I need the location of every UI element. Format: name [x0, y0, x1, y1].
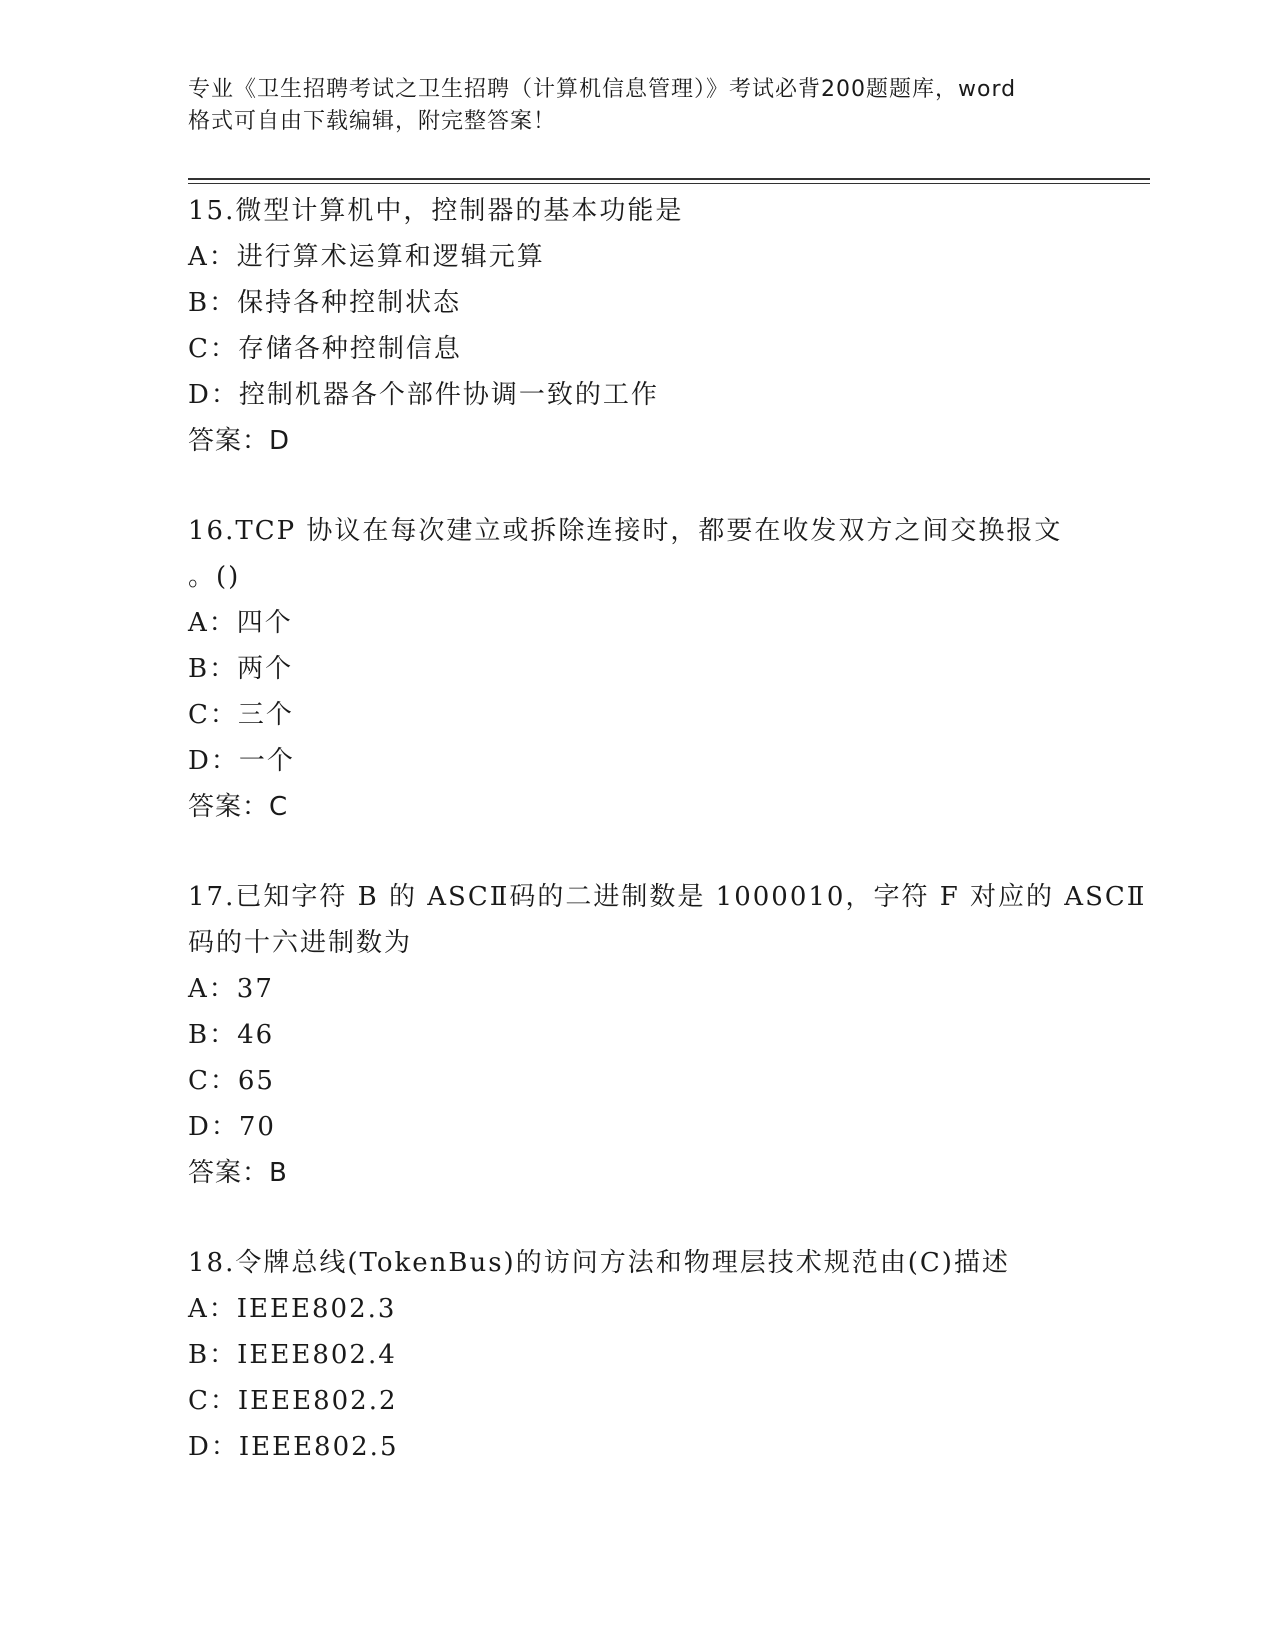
document-header [188, 74, 1088, 138]
question-number: 18. [188, 1248, 236, 1278]
option-c: C：IEEE802.2 [188, 1386, 398, 1416]
question-18 [188, 1240, 1088, 1470]
option-c: C：三个 [188, 700, 294, 730]
option-a: A：IEEE802.3 [188, 1294, 397, 1324]
option-a: A：37 [188, 974, 274, 1004]
option-d: D：控制机器各个部件协调一致的工作 [188, 380, 659, 410]
option-d: D：70 [188, 1112, 276, 1142]
question-text [188, 1240, 1088, 1286]
option-b: B：两个 [188, 654, 294, 684]
question-17 [188, 874, 1147, 1196]
question-text-line-1: TCP 协议在每次建立或拆除连接时，都要在收发双方之间交换报文 [235, 516, 1063, 546]
option-b: B：46 [188, 1020, 275, 1050]
question-number: 16. [188, 516, 236, 546]
option-d: D：一个 [188, 746, 295, 776]
option-c: C：存储各种控制信息 [188, 334, 462, 364]
option-d: D：IEEE802.5 [188, 1432, 399, 1462]
header-line-1: 专业《卫生招聘考试之卫生招聘（计算机信息管理）》考试必背200题题库，word [188, 77, 1017, 102]
option-a: A：四个 [188, 608, 293, 638]
answer: 答案：C [188, 792, 289, 822]
question-number: 17. [188, 882, 236, 912]
question-list [188, 188, 1147, 1514]
answer: 答案：B [188, 1158, 288, 1188]
question-text [188, 508, 1088, 554]
question-text-line-1: 微型计算机中，控制器的基本功能是 [235, 196, 684, 226]
question-text-line-1: 令牌总线(TokenBus)的访问方法和物理层技术规范由(C)描述 [235, 1248, 1010, 1278]
answer: 答案：D [188, 426, 291, 456]
question-number: 15. [188, 196, 236, 226]
question-text [188, 874, 1147, 920]
question-text-line-2: 。() [188, 562, 241, 592]
header-divider [188, 178, 1150, 184]
question-15 [188, 188, 1088, 464]
option-b: B：IEEE802.4 [188, 1340, 397, 1370]
option-c: C：65 [188, 1066, 275, 1096]
header-line-2: 格式可自由下载编辑，附完整答案！ [188, 109, 557, 134]
question-text-line-2: 码的十六进制数为 [188, 928, 413, 958]
option-b: B：保持各种控制状态 [188, 288, 462, 318]
option-a: A：进行算术运算和逻辑元算 [188, 242, 545, 272]
question-16 [188, 508, 1088, 830]
question-text-line-1: 已知字符 B 的 ASCⅡ码的二进制数是 1000010，字符 F 对应的 ASCⅡ [235, 882, 1147, 912]
question-text [188, 188, 1088, 234]
